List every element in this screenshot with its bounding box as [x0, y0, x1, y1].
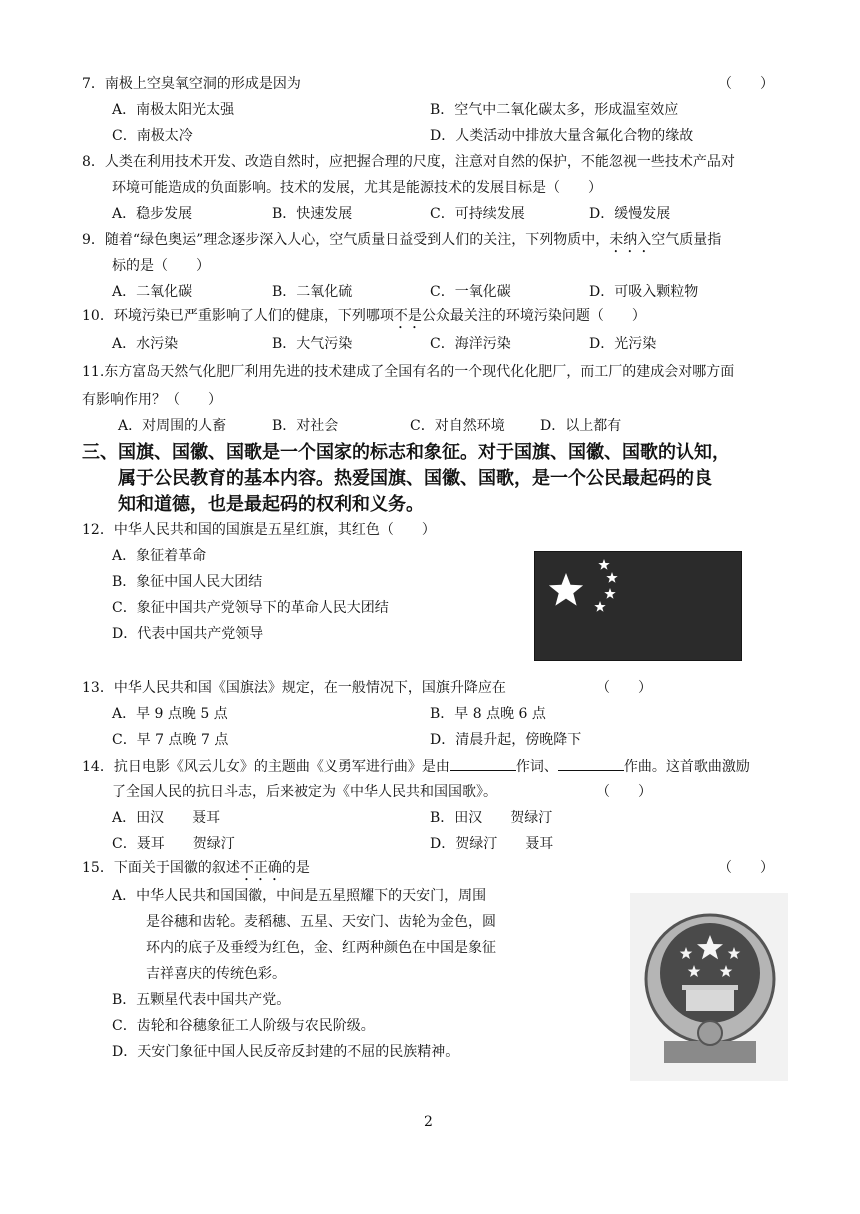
- q13-option-a: A．早 9 点晚 5 点: [112, 706, 228, 722]
- q14-lyricist-blank: [450, 756, 516, 771]
- q15-option-a-line1: A．中华人民共和国国徽，中间是五星照耀下的天安门，周围: [112, 888, 487, 904]
- q9-option-d: D．可吸入颗粒物: [589, 284, 699, 300]
- q10-option-a: A．水污染: [112, 336, 179, 352]
- emblem-gate-roof: [682, 985, 738, 990]
- q10-option-d: D．光污染: [589, 336, 657, 352]
- q14-stem-line2: 了全国人民的抗日斗志，后来被定为《中华人民共和国国歌》。: [112, 784, 497, 800]
- q9-emphasis: 未纳入: [609, 232, 652, 248]
- q9-option-b: B．二氧化硫: [272, 284, 353, 300]
- page-number: 2: [424, 1114, 433, 1130]
- q7-option-c: C．南极太冷: [112, 128, 193, 144]
- q9-stem-line1: [82, 230, 721, 256]
- q7-answer-paren: （ ）: [718, 76, 774, 92]
- q11-stem-line1: 11.东方富岛天然气化肥厂利用先进的技术建成了全国有名的一个现代化化肥厂，而工厂的建成会对哪方面: [82, 364, 735, 380]
- q12-option-b: B．象征中国人民大团结: [112, 574, 263, 590]
- q14-option-b: B．田汉 贺绿汀: [430, 810, 553, 826]
- q15-option-a-line3: 环内的底子及垂绶为红色，金、红两种颜色在中国是象征: [146, 940, 496, 956]
- china-flag-image: [534, 551, 742, 661]
- q13-answer-paren: （ ）: [596, 680, 652, 696]
- q12-option-a: A．象征着革命: [112, 548, 207, 564]
- q10-option-c: C．海洋污染: [430, 336, 511, 352]
- q12-stem: 12．中华人民共和国的国旗是五星红旗，其红色（ ）: [82, 522, 436, 538]
- q15-stem: [82, 858, 310, 884]
- q7-option-d: D．人类活动中排放大量含氟化合物的缘故: [430, 128, 694, 144]
- q14-stem-part3: 作曲。这首歌曲激励: [623, 759, 750, 775]
- q15-option-c: C．齿轮和谷穗象征工人阶级与农民阶级。: [112, 1018, 375, 1034]
- q9-option-c: C．一氧化碳: [430, 284, 511, 300]
- q11-stem-line2: 有影响作用？（ ）: [82, 392, 222, 408]
- q14-stem-part2: 作词、: [515, 759, 558, 775]
- q9-option-a: A．二氧化碳: [112, 284, 193, 300]
- q7-stem: 7．南极上空臭氧空洞的形成是因为: [82, 76, 301, 92]
- q8-option-d: D．缓慢发展: [589, 206, 671, 222]
- national-emblem-image: [630, 893, 788, 1081]
- q8-option-b: B．快速发展: [272, 206, 353, 222]
- q14-answer-paren: （ ）: [596, 784, 652, 800]
- q8-stem-line1: 8．人类在利用技术开发、改造自然时，应把握合理的尺度，注意对自然的保护，不能忽视一些技术产品对: [82, 154, 735, 170]
- q10-stem: [82, 306, 646, 332]
- q11-option-d: D．以上都有: [540, 418, 622, 434]
- q14-option-d: D．贺绿汀 聂耳: [430, 836, 554, 852]
- q14-option-a: A．田汉 聂耳: [112, 810, 221, 826]
- q14-option-c: C．聂耳 贺绿汀: [112, 836, 235, 852]
- emblem-gear-icon: [698, 1021, 722, 1045]
- q14-composer-blank: [558, 756, 624, 771]
- q15-option-a-line2: 是谷穗和齿轮。麦稻穗、五星、天安门、齿轮为金色，圆: [146, 914, 496, 930]
- q8-option-c: C．可持续发展: [430, 206, 525, 222]
- q11-option-c: C．对自然环境: [410, 418, 505, 434]
- q8-stem-line2: 环境可能造成的负面影响。技术的发展，尤其是能源技术的发展目标是（ ）: [112, 180, 602, 196]
- q14-stem-line1: [82, 756, 750, 777]
- q9-stem-line2: 标的是（ ）: [112, 258, 210, 274]
- q12-option-d: D．代表中国共产党领导: [112, 626, 264, 642]
- q7-option-b: B．空气中二氧化碳太多，形成温室效应: [430, 102, 679, 118]
- q10-stem-pre: 10．环境污染已严重影响了人们的健康，下列哪项: [82, 308, 394, 324]
- q13-option-c: C．早 7 点晚 7 点: [112, 732, 229, 748]
- q12-option-c: C．象征中国共产党领导下的革命人民大团结: [112, 600, 389, 616]
- q13-option-b: B．早 8 点晚 6 点: [430, 706, 546, 722]
- q7-option-a: A．南极太阳光太强: [112, 102, 235, 118]
- q15-stem-post: 的是: [281, 860, 310, 876]
- q9-stem-pre: 9．随着“绿色奥运”理念逐步深入人心，空气质量日益受到人们的关注，下列物质中，: [82, 232, 610, 248]
- q13-option-d: D．清晨升起，傍晚降下: [430, 732, 582, 748]
- q14-stem-part1: 14．抗日电影《风云儿女》的主题曲《义勇军进行曲》是由: [82, 759, 450, 775]
- q15-answer-paren: （ ）: [718, 860, 774, 876]
- q11-option-b: B．对社会: [272, 418, 339, 434]
- q13-stem: 13．中华人民共和国《国旗法》规定，在一般情况下，国旗升降应在: [82, 680, 506, 696]
- section3-heading-line2: 属于公民教育的基本内容。热爱国旗、国徽、国歌，是一个公民最起码的良: [118, 468, 712, 489]
- q10-stem-post: 公众最关注的环境污染问题（ ）: [421, 308, 646, 324]
- section3-heading-line3: 知和道德，也是最起码的权利和义务。: [118, 494, 424, 515]
- q15-option-a-line4: 吉祥喜庆的传统色彩。: [146, 966, 286, 982]
- emblem-tiananmen-gate: [686, 989, 734, 1011]
- q10-emphasis: 不是: [393, 308, 422, 324]
- section3-heading-line1: 三、国旗、国徽、国歌是一个国家的标志和象征。对于国旗、国徽、国歌的认知，: [82, 442, 730, 463]
- q15-emphasis: 不正确: [239, 860, 282, 876]
- q10-option-b: B．大气污染: [272, 336, 353, 352]
- q9-stem-post: 空气质量指: [651, 232, 722, 248]
- q15-option-b: B．五颗星代表中国共产党。: [112, 992, 291, 1008]
- q15-option-d: D．天安门象征中国人民反帝反封建的不屈的民族精神。: [112, 1044, 460, 1060]
- q15-stem-pre: 15．下面关于国徽的叙述: [82, 860, 240, 876]
- q8-option-a: A．稳步发展: [112, 206, 193, 222]
- q11-option-a: A．对周围的人畜: [118, 418, 227, 434]
- flag-background: [534, 551, 742, 661]
